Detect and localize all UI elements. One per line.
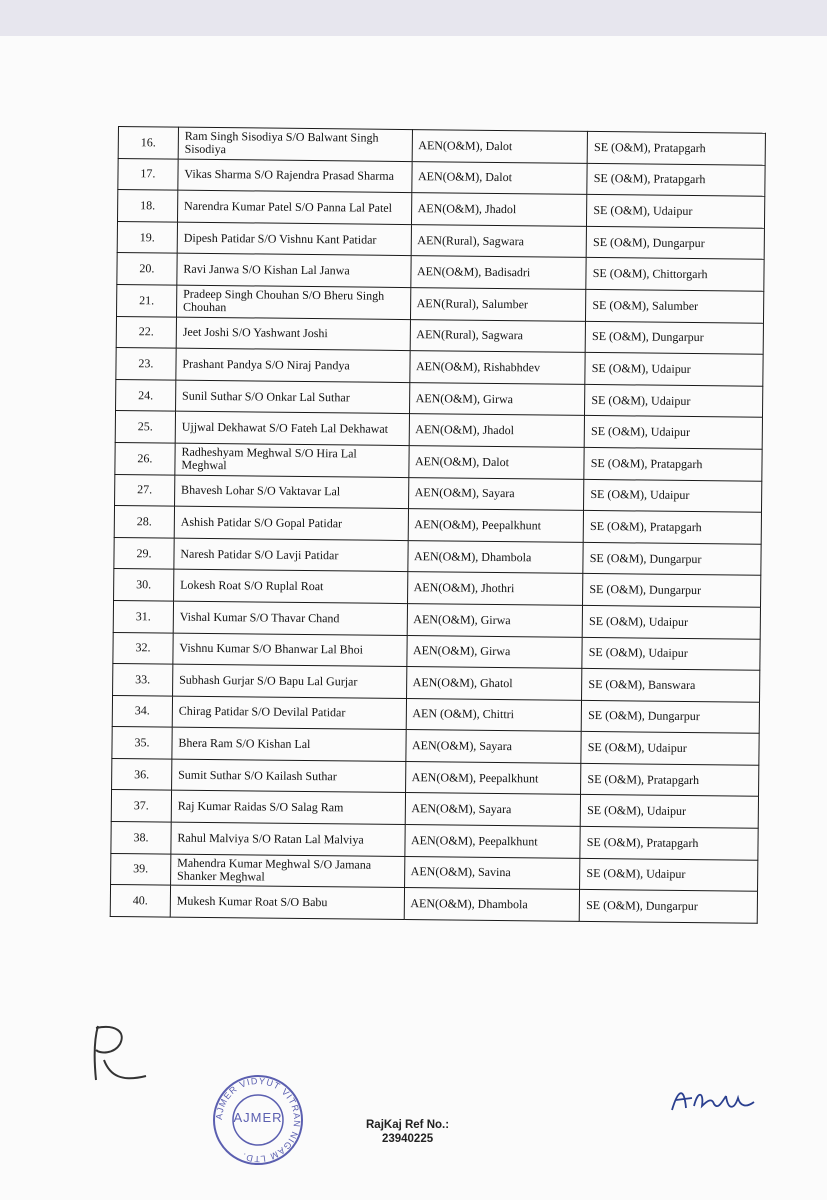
circle-cell: SE (O&M), Salumber (586, 289, 764, 322)
circle-cell: SE (O&M), Dungarpur (583, 542, 761, 575)
employee-name-cell: Radheshyam Meghwal S/O Hira Lal Meghwal (175, 443, 409, 477)
circle-cell: SE (O&M), Udaipur (585, 384, 763, 417)
serial-number-cell: 39. (111, 853, 171, 885)
office-cell: AEN(O&M), Rishabhdev (409, 351, 585, 384)
employee-name-cell: Subhash Gurjar S/O Bapu Lal Gurjar (172, 664, 406, 698)
office-cell: AEN(O&M), Dhambola (404, 888, 580, 921)
serial-number-cell: 30. (114, 569, 174, 601)
circle-cell: SE (O&M), Udaipur (581, 732, 759, 765)
office-cell: AEN(O&M), Girwa (407, 603, 583, 636)
serial-number-cell: 24. (116, 379, 176, 411)
transfer-list-table (110, 126, 766, 924)
office-cell: AEN(O&M), Peepalkhunt (404, 825, 580, 858)
employee-name-cell: Bhavesh Lohar S/O Vaktavar Lal (174, 475, 408, 509)
office-cell: AEN(O&M), Sayara (405, 730, 581, 763)
office-cell: AEN(O&M), Girwa (406, 635, 582, 668)
circle-cell: SE (O&M), Udaipur (580, 858, 758, 891)
employee-name-cell: Ashish Patidar S/O Gopal Patidar (174, 506, 408, 540)
serial-number-cell: 36. (112, 758, 172, 790)
table-row (110, 885, 757, 923)
circle-cell: SE (O&M), Udaipur (587, 195, 765, 228)
serial-number-cell: 25. (115, 411, 175, 443)
office-cell: AEN(O&M), Dhambola (407, 540, 583, 573)
employee-name-cell: Vishnu Kumar S/O Bhanwar Lal Bhoi (173, 633, 407, 667)
circle-cell: SE (O&M), Udaipur (582, 605, 760, 638)
employee-name-cell: Rahul Malviya S/O Ratan Lal Malviya (171, 822, 405, 856)
serial-number-cell: 29. (114, 537, 174, 569)
office-cell: AEN(O&M), Peepalkhunt (408, 509, 584, 542)
employee-name-cell: Chirag Patidar S/O Devilal Patidar (172, 696, 406, 730)
employee-name-cell: Narendra Kumar Patel S/O Panna Lal Patel (177, 190, 411, 224)
employee-name-cell: Lokesh Roat S/O Ruplal Roat (173, 569, 407, 603)
circle-cell: SE (O&M), Dungarpur (579, 890, 757, 923)
rajkaj-reference (366, 1118, 449, 1146)
employee-name-cell: Prashant Pandya S/O Niraj Pandya (176, 348, 410, 382)
circle-cell: SE (O&M), Dungarpur (585, 321, 763, 354)
office-cell: AEN(O&M), Jhadol (409, 414, 585, 447)
serial-number-cell: 40. (110, 885, 170, 917)
employee-name-cell: Sumit Suthar S/O Kailash Suthar (171, 759, 405, 793)
circle-cell: SE (O&M), Chittorgarh (586, 258, 764, 291)
office-cell: AEN(O&M), Jhothri (407, 572, 583, 605)
circle-cell: SE (O&M), Pratapgarh (581, 763, 759, 796)
circle-cell: SE (O&M), Udaipur (584, 479, 762, 512)
employee-name-cell: Dipesh Patidar S/O Vishnu Kant Patidar (177, 222, 411, 256)
employee-name-cell: Jeet Joshi S/O Yashwant Joshi (176, 317, 410, 351)
serial-number-cell: 21. (117, 284, 177, 316)
circle-cell: SE (O&M), Dungarpur (581, 700, 759, 733)
serial-number-cell: 31. (113, 600, 173, 632)
office-cell: AEN(Rural), Salumber (410, 288, 586, 321)
serial-number-cell: 38. (111, 822, 171, 854)
employee-name-cell: Raj Kumar Raidas S/O Salag Ram (171, 791, 405, 825)
serial-number-cell: 26. (115, 442, 175, 474)
office-cell: AEN(O&M), Dalot (408, 445, 584, 478)
office-cell: AEN(O&M), Savina (404, 856, 580, 889)
serial-number-cell: 22. (116, 316, 176, 348)
office-cell: AEN(Rural), Sagwara (411, 224, 587, 257)
serial-number-cell: 37. (111, 790, 171, 822)
office-cell: AEN(Rural), Sagwara (410, 319, 586, 352)
serial-number-cell: 32. (113, 632, 173, 664)
employee-name-cell: Ram Singh Sisodiya S/O Balwant Singh Sisodiya (178, 127, 412, 161)
circle-cell: SE (O&M), Dungarpur (583, 574, 761, 607)
employee-name-cell: Sunil Suthar S/O Onkar Lal Suthar (175, 380, 409, 414)
circle-cell: SE (O&M), Pratapgarh (587, 131, 765, 164)
seal-center-text: AJMER (233, 1110, 283, 1125)
handwritten-signature-right (668, 1080, 758, 1120)
circle-cell: SE (O&M), Pratapgarh (583, 511, 761, 544)
circle-cell: SE (O&M), Udaipur (585, 353, 763, 386)
office-cell: AEN(O&M), Girwa (409, 382, 585, 415)
employee-name-cell: Pradeep Singh Chouhan S/O Bheru Singh Chouhan (176, 285, 410, 319)
serial-number-cell: 16. (118, 127, 178, 159)
office-cell: AEN(O&M), Jhadol (411, 193, 587, 226)
employee-name-cell: Vikas Sharma S/O Rajendra Prasad Sharma (178, 159, 412, 193)
serial-number-cell: 27. (115, 474, 175, 506)
handwritten-initial-left (86, 1020, 156, 1090)
serial-number-cell: 17. (118, 158, 178, 190)
circle-cell: SE (O&M), Udaipur (580, 795, 758, 828)
viewer-top-bar (0, 0, 827, 36)
employee-name-cell: Ujjwal Dekhawat S/O Fateh Lal Dekhawat (175, 411, 409, 445)
serial-number-cell: 34. (112, 695, 172, 727)
employee-name-cell: Mukesh Kumar Roat S/O Babu (170, 885, 404, 919)
serial-number-cell: 23. (116, 348, 176, 380)
office-cell: AEN(O&M), Peepalkhunt (405, 761, 581, 794)
office-cell: AEN(O&M), Sayara (405, 793, 581, 826)
office-cell: AEN(O&M), Ghatol (406, 667, 582, 700)
circle-cell: SE (O&M), Udaipur (582, 637, 760, 670)
serial-number-cell: 20. (117, 253, 177, 285)
serial-number-cell: 19. (117, 221, 177, 253)
circle-cell: SE (O&M), Pratapgarh (584, 447, 762, 480)
employee-name-cell: Ravi Janwa S/O Kishan Lal Janwa (177, 254, 411, 288)
svg-text:AJMER VIDYUT VITRAN NIGAM LTD.: AJMER VIDYUT VITRAN NIGAM LTD. (213, 1075, 303, 1165)
serial-number-cell: 28. (114, 506, 174, 538)
serial-number-cell: 35. (112, 727, 172, 759)
employee-name-cell: Mahendra Kumar Meghwal S/O Jamana Shanker Meghwal (170, 854, 404, 888)
employee-name-cell: Naresh Patidar S/O Lavji Patidar (174, 538, 408, 572)
circle-cell: SE (O&M), Udaipur (584, 416, 762, 449)
circle-cell: SE (O&M), Pratapgarh (580, 826, 758, 859)
serial-number-cell: 18. (118, 190, 178, 222)
reference-number: 23940225 (381, 1133, 434, 1145)
circle-cell: SE (O&M), Pratapgarh (587, 163, 765, 196)
office-cell: AEN (O&M), Chittri (406, 698, 582, 731)
reference-label: RajKaj Ref No.: (366, 1119, 450, 1131)
circle-cell: SE (O&M), Banswara (582, 668, 760, 701)
employee-name-cell: Bhera Ram S/O Kishan Lal (172, 727, 406, 761)
serial-number-cell: 33. (113, 664, 173, 696)
office-cell: AEN(O&M), Dalot (412, 130, 588, 163)
office-cell: AEN(O&M), Dalot (411, 161, 587, 194)
employee-name-cell: Vishal Kumar S/O Thavar Chand (173, 601, 407, 635)
office-cell: AEN(O&M), Sayara (408, 477, 584, 510)
office-cell: AEN(O&M), Badisadri (410, 256, 586, 289)
circle-cell: SE (O&M), Dungarpur (586, 226, 764, 259)
